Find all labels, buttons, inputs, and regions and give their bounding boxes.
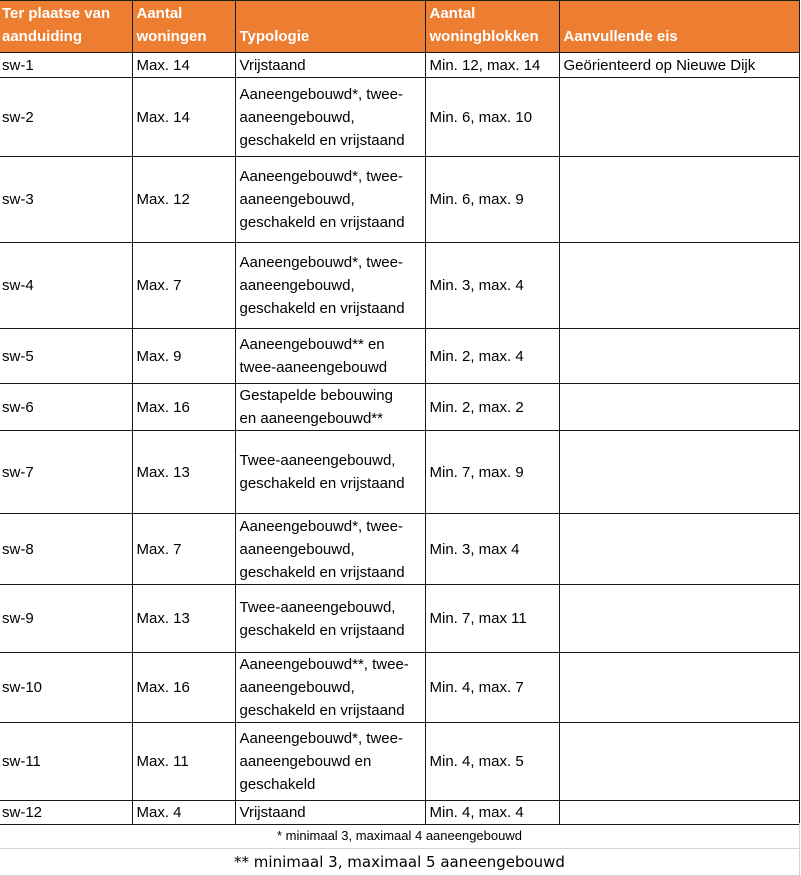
table-row: [0, 157, 799, 243]
cell-blokken: Min. 4, max. 5: [425, 723, 559, 801]
cell-typologie: [235, 431, 425, 514]
header-woningen: [132, 1, 235, 53]
table-row: [0, 384, 799, 431]
cell-aanduiding: sw-2: [0, 78, 132, 157]
cell-woningen: Max. 7: [132, 243, 235, 329]
cell-typologie-line: aaneengebouwd en: [239, 753, 372, 770]
cell-woningen: Max. 14: [132, 78, 235, 157]
cell-aanduiding: sw-11: [0, 723, 132, 801]
cell-blokken: Min. 12, max. 14: [425, 53, 559, 78]
cell-typologie-line: aaneengebouwd,: [239, 540, 355, 558]
cell-typologie-line: Aaneengebouwd**, twee-: [239, 656, 409, 673]
table-body: [0, 53, 799, 825]
cell-typologie-line: geschakeld en vrijstaand: [239, 475, 405, 492]
cell-typologie-line: geschakeld en vrijstaand: [239, 214, 405, 231]
cell-typologie-line: Aaneengebouwd*, twee-: [239, 85, 403, 103]
cell-typologie-line: Aaneengebouwd*, twee-: [239, 730, 403, 747]
cell-blokken: Min. 7, max. 9: [425, 431, 559, 514]
table-row: [0, 723, 799, 801]
header-aanduiding: [0, 1, 132, 53]
table-row: [0, 431, 799, 514]
table-row: [0, 514, 799, 585]
cell-typologie-line: geschakeld en vrijstaand: [239, 702, 405, 719]
cell-woningen: Max. 14: [132, 53, 235, 78]
cell-aanduiding: sw-7: [0, 431, 132, 514]
cell-eis: [559, 157, 799, 243]
cell-typologie-line: Aaneengebouwd*, twee-: [239, 254, 403, 271]
cell-eis: [559, 384, 799, 431]
cell-aanduiding: sw-3: [0, 157, 132, 243]
cell-typologie-line: aaneengebouwd,: [239, 191, 355, 208]
footnote-double-star: ** minimaal 3, maximaal 5 aaneengebouwd: [0, 849, 800, 876]
cell-typologie-line: Twee-aaneengebouwd,: [239, 452, 396, 469]
cell-woningen: Max. 9: [132, 329, 235, 384]
cell-typologie-line: aaneengebouwd,: [239, 108, 355, 126]
header-typologie: [235, 1, 425, 53]
cell-woningen: Max. 4: [132, 801, 235, 825]
cell-eis: [559, 723, 799, 801]
table-row: [0, 243, 799, 329]
cell-eis: [559, 514, 799, 585]
cell-typologie: [235, 53, 425, 78]
cell-eis: [559, 329, 799, 384]
table-row: [0, 585, 799, 653]
cell-typologie-line: geschakeld en vrijstaand: [239, 300, 405, 317]
header-blokken: [425, 1, 559, 53]
cell-blokken: Min. 3, max 4: [425, 514, 559, 585]
cell-aanduiding: sw-8: [0, 514, 132, 585]
cell-typologie: [235, 329, 425, 384]
cell-typologie-line: Gestapelde bebouwing: [239, 387, 393, 404]
cell-blokken: Min. 6, max. 10: [425, 78, 559, 157]
header-eis-line: Aanvullende eis: [563, 28, 678, 45]
header-aanduiding-line: aanduiding: [2, 28, 82, 45]
cell-aanduiding: sw-1: [0, 53, 132, 78]
cell-typologie-line: en aaneengebouwd**: [239, 410, 383, 427]
cell-woningen: Max. 12: [132, 157, 235, 243]
header-aanduiding-line: Ter plaatse van: [2, 5, 111, 22]
cell-woningen: Max. 7: [132, 514, 235, 585]
header-woningen-line: woningen: [136, 28, 207, 45]
cell-typologie: [235, 514, 425, 585]
table-row: [0, 653, 799, 723]
header-eis: [559, 1, 799, 53]
header-blokken-line: woningblokken: [429, 28, 539, 45]
cell-aanduiding: sw-5: [0, 329, 132, 384]
cell-blokken: Min. 3, max. 4: [425, 243, 559, 329]
header-blokken-line: Aantal: [429, 5, 476, 22]
cell-eis: [559, 801, 799, 825]
cell-blokken: Min. 4, max. 4: [425, 801, 559, 825]
table-row: [0, 78, 799, 157]
table-row: [0, 329, 799, 384]
cell-eis: Geörienteerd op Nieuwe Dijk: [559, 53, 799, 78]
cell-typologie: [235, 157, 425, 243]
table-row: [0, 53, 799, 78]
cell-aanduiding: sw-4: [0, 243, 132, 329]
cell-blokken: Min. 4, max. 7: [425, 653, 559, 723]
cell-woningen: Max. 11: [132, 723, 235, 801]
cell-typologie-line: twee-aaneengebouwd: [239, 359, 388, 376]
table-row: [0, 801, 799, 825]
cell-eis: [559, 653, 799, 723]
cell-typologie-line: Vrijstaand: [239, 56, 306, 74]
cell-typologie-line: geschakeld en vrijstaand: [239, 563, 405, 581]
cell-blokken: Min. 7, max 11: [425, 585, 559, 653]
cell-woningen: Max. 16: [132, 653, 235, 723]
cell-typologie-line: Twee-aaneengebouwd,: [239, 598, 396, 616]
cell-aanduiding: sw-9: [0, 585, 132, 653]
cell-blokken: Min. 6, max. 9: [425, 157, 559, 243]
cell-typologie-line: geschakeld en vrijstaand: [239, 621, 405, 639]
cell-aanduiding: sw-10: [0, 653, 132, 723]
cell-typologie-line: Aaneengebouwd*, twee-: [239, 168, 403, 185]
cell-typologie: [235, 243, 425, 329]
cell-woningen: Max. 16: [132, 384, 235, 431]
cell-typologie: [235, 723, 425, 801]
cell-typologie-line: geschakeld en vrijstaand: [239, 131, 405, 149]
cell-typologie: [235, 78, 425, 157]
cell-eis: [559, 78, 799, 157]
cell-typologie: [235, 653, 425, 723]
cell-typologie-line: Aaneengebouwd** en: [239, 336, 385, 353]
table-header: [0, 1, 799, 53]
cell-eis: [559, 243, 799, 329]
header-typologie-line: Typologie: [239, 28, 310, 45]
footnote-single-star: * minimaal 3, maximaal 4 aaneengebouwd: [0, 823, 800, 849]
cell-eis: [559, 431, 799, 514]
cell-woningen: Max. 13: [132, 585, 235, 653]
cell-typologie-line: aaneengebouwd,: [239, 679, 355, 696]
cell-typologie-line: Vrijstaand: [239, 804, 306, 821]
cell-aanduiding: sw-6: [0, 384, 132, 431]
header-row: [0, 1, 799, 53]
cell-typologie-line: Aaneengebouwd*, twee-: [239, 517, 403, 535]
cell-typologie: [235, 384, 425, 431]
cell-blokken: Min. 2, max. 4: [425, 329, 559, 384]
cell-typologie-line: aaneengebouwd,: [239, 277, 355, 294]
cell-typologie: [235, 801, 425, 825]
cell-typologie: [235, 585, 425, 653]
header-woningen-line: Aantal: [136, 5, 183, 22]
cell-eis: [559, 585, 799, 653]
cell-typologie-line: geschakeld: [239, 776, 316, 793]
cell-aanduiding: sw-12: [0, 801, 132, 825]
cell-blokken: Min. 2, max. 2: [425, 384, 559, 431]
cell-woningen: Max. 13: [132, 431, 235, 514]
